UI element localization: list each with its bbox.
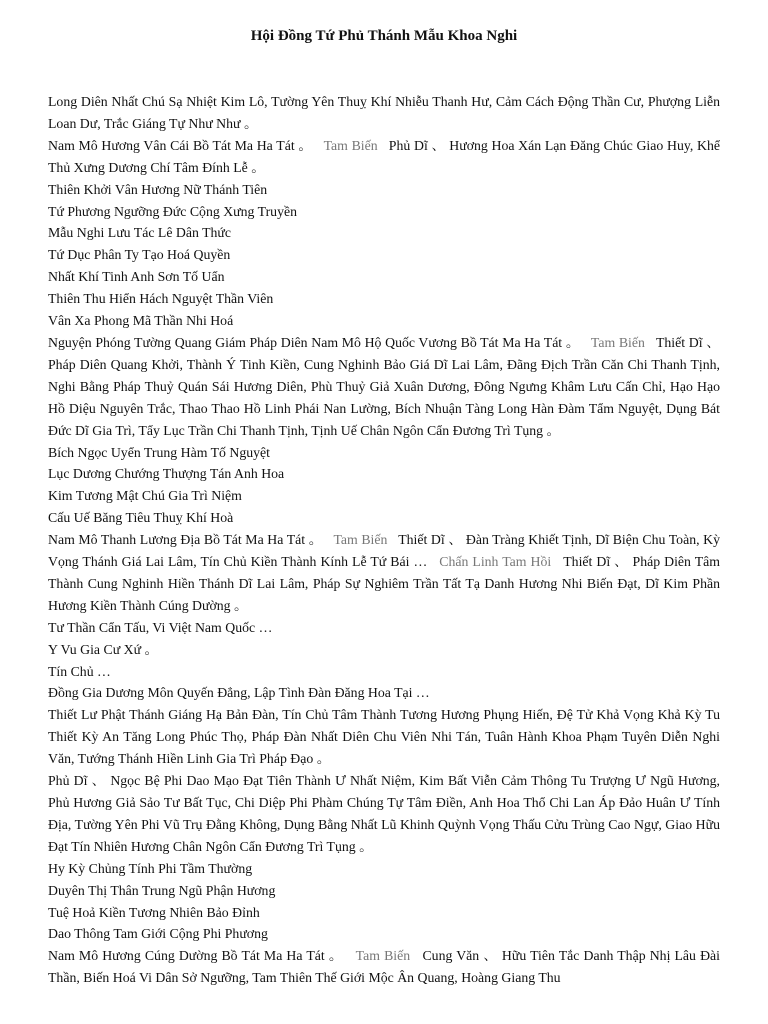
paragraph-text: Cung Văn 、 Hữu Tiên Tắc Danh Thập Nhị Lâu Đài Thần, Biến Hoá Vi Dân Sở Ngưỡng, Tam Thiên Thế Giới Mộc Ân Quang, Hoàng Giang Thu [48,948,720,986]
paragraph-text: Lục Dương Chướng Thượng Tán Anh Hoa [48,466,285,482]
paragraph [48,682,720,704]
ritual-direction: Tam Biến [590,334,645,350]
paragraph-text: Tứ Phương Ngưỡng Đức Cộng Xưng Truyền [48,203,297,219]
ritual-direction: Tam Biến [355,948,411,964]
paragraph-text: Tư Thần Cẩn Tấu, Vi Việt Nam Quốc … [48,619,273,635]
paragraph [48,310,720,332]
paragraph-text: Hy Kỳ Chủng Tính Phi Tầm Thường [48,860,253,876]
paragraph-text: Thiên Thu Hiển Hách Nguyệt Thần Viên [48,291,274,307]
paragraph [48,332,720,442]
paragraph [48,704,720,770]
paragraph-text: Nhất Khí Tinh Anh Sơn Tố Uẩn [48,269,225,285]
paragraph-text: Phủ Dĩ 、 Hương Hoa Xán Lạn Đăng Chúc Giao Huy, Khể Thủ Xưng Dương Chí Tâm Đính Lễ 。 [48,137,721,175]
paragraph-text: Vân Xa Phong Mã Thần Nhi Hoá [48,313,234,329]
paragraph-text: Long Diên Nhất Chú Sạ Nhiệt Kim Lô, Tường Yên Thuỵ Khí Nhiễu Thanh Hư, Cảm Cách Động Thần Cư, Phượng Liễn Loan Dư, Trắc Giáng Tự Như Như 。 [48,94,720,131]
paragraph [48,91,720,135]
paragraph-text: Nam Mô Thanh Lương Địa Bồ Tát Ma Ha Tát 。 [48,532,323,548]
paragraph-text: Nam Mô Hương Vân Cái Bồ Tát Ma Ha Tát 。 [48,137,313,153]
paragraph [48,442,720,464]
paragraph [48,529,720,617]
paragraph [48,507,720,529]
paragraph [48,485,720,507]
paragraph [48,617,720,639]
paragraph [48,244,720,266]
paragraph-text: Thiết Dĩ 、 Đàn Tràng Khiết Tịnh, Dĩ Biện Chu Toàn, Kỳ Vọng Thánh Giá Lai Lâm, Tín Chủ Kiền Thành Kính Lễ Tứ Bái … [48,532,721,570]
document-title: Hội Đồng Tứ Phủ Thánh Mẫu Khoa Nghi [250,28,518,44]
paragraph-text: Thiết Lư Phật Thánh Giáng Hạ Bản Đàn, Tín Chủ Tâm Thành Tương Hương Phụng Hiến, Đệ Tử Khả Vọng Khả Kỳ Tu Thiết Kỳ An Tăng Long Phúc Thọ, Pháp Đàn Nhất Diên Chu Viên Nhi Tán, Tuân Hành Khoa Phạm Tuyên Diễn Nghi Văn, Tướng Thánh Hiền Linh Gia Trì Pháp Đạo 。 [48,707,720,767]
paragraph [48,639,720,661]
paragraph [48,945,720,989]
paragraph-text: Duyên Thị Thân Trung Ngũ Phận Hương [48,882,276,898]
paragraph-text: Nam Mô Hương Cúng Dường Bồ Tát Ma Ha Tát 。 [48,948,344,964]
paragraph-text: Tín Chủ … [48,663,111,679]
paragraph-text: Nguyện Phóng Tường Quang Giám Pháp Diên Nam Mô Hộ Quốc Vương Bồ Tát Ma Ha Tát 。 [48,334,580,350]
paragraph [48,266,720,288]
paragraph [48,463,720,485]
paragraph [48,858,720,880]
paragraph-text: Tuệ Hoả Kiền Tương Nhiên Bảo Đỉnh [48,904,260,920]
paragraph [48,222,720,244]
paragraph-text: Thiết Dĩ 、 Pháp Diên Tâm Thành Cung Nghinh Hiền Thánh Dĩ Lai Lâm, Pháp Sự Nghiêm Trần Tất Tạ Danh Hương Nhi Biến Đạt, Dĩ Kim Phần Hương Kiền Thành Cúng Dường 。 [48,554,720,613]
paragraph [48,770,720,858]
ritual-direction: Tam Biến [333,532,388,548]
paragraph [48,179,720,201]
paragraph-text: Đồng Gia Dương Môn Quyến Đẳng, Lập Tình Đàn Đăng Hoa Tại … [48,685,430,701]
paragraph-text: Tứ Dục Phân Ty Tạo Hoá Quyền [48,247,231,263]
paragraph-text: Dao Thông Tam Giới Cộng Phi Phương [48,926,268,942]
paragraph-text: Y Vu Gia Cư Xứ 。 [48,641,159,657]
paragraph-text: Bích Ngọc Uyển Trung Hàm Tố Nguyệt [48,444,271,460]
paragraph [48,902,720,924]
paragraph [48,880,720,902]
document-body [48,91,720,989]
paragraph-text: Thiết Dĩ 、 Pháp Diên Quang Khởi, Thành Ý Tinh Kiền, Cung Nghinh Bảo Giá Dĩ Lai Lâm, Đãng Địch Trần Căn Chi Thanh Tịnh, Nghi Bằng Pháp Thuỷ Quán Sái Hương Diên, Phù Thuỷ Giả Xuân Dương, Đông Ngưng Khâm Lưu Cấn Chỉ, Hạo Hạo Hồ Diệu Nguyên Trắc, Thao Thao Hồ Linh Phái Nan Lường, Bích Nhuận Tàng Long Hàn Đàm Tẩm Nguyệt, Dụng Bát Đức Dĩ Gia Trì, Tẩy Lục Trần Chi Thanh Tịnh, Tịnh Uế Chân Ngôn Cẩn Đương Trì Tụng 。 [48,334,720,438]
paragraph [48,923,720,945]
paragraph-text: Mẫu Nghi Lưu Tác Lê Dân Thức [48,225,232,241]
paragraph [48,135,720,179]
paragraph [48,661,720,683]
paragraph [48,201,720,223]
paragraph-text: Cấu Uế Băng Tiêu Thuỵ Khí Hoà [48,510,234,526]
ritual-direction: Chấn Linh Tam Hồi [439,554,552,570]
paragraph-text: Thiên Khởi Vân Hương Nữ Thánh Tiên [48,181,268,197]
ritual-direction: Tam Biến [323,137,378,153]
paragraph [48,288,720,310]
paragraph-text: Phủ Dĩ 、 Ngọc Bệ Phi Dao Mạo Đạt Tiên Thành Ư Nhất Niệm, Kim Bất Viễn Cảm Thông Tu Trượng Ư Ngũ Hương, Phủ Hương Giả Sảo Tư Bất Tục, Chi Diệp Phi Phàm Chúng Tự Tâm Điền, Anh Hoa Thổ Chi Lan Áp Đảo Huân Ư Tính Địa, Tường Yên Phi Vũ Trụ Đằng Không, Dụng Bằng Nhất Lũ Khinh Quỳnh Vọng Thấu Cửu Trùng Cao Ngự, Giao Hữu Đạt Tín Nhiên Hương Chân Ngôn Cẩn Đương Trì Tụng 。 [48,773,720,854]
paragraph-text: Kim Tương Mật Chú Gia Trì Niệm [48,488,242,504]
